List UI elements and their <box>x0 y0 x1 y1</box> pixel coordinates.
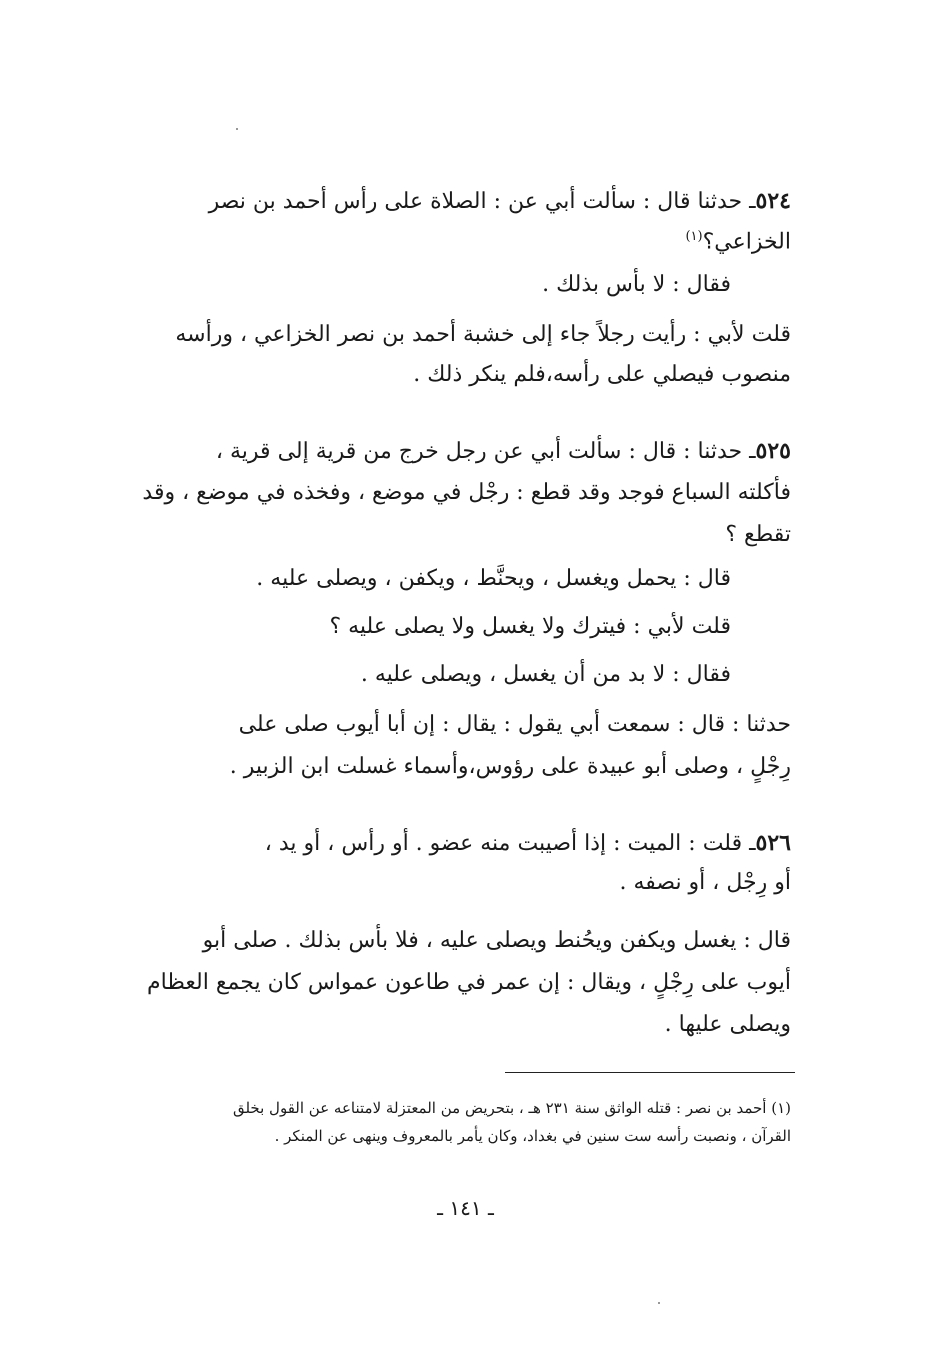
section-number-525: ٥٢٥ <box>755 438 791 464</box>
footnote-line-2: القرآن ، ونصبت رأسه ست سنين في بغداد، وكان يأمر بالمعروف وينهى عن المنكر . <box>274 1127 791 1145</box>
section-526-line-2: أو رِجْل ، أو نصفه . <box>619 870 791 895</box>
footnote-separator <box>505 1072 795 1073</box>
section-number-524: ٥٢٤ <box>755 188 791 214</box>
section-524-line-5: منصوب فيصلي على رأسه،فلم ينكر ذلك . <box>413 362 791 387</box>
section-524-line-3: فقال : لا بأس بذلك . <box>542 272 731 297</box>
footnote-ref: (١) <box>685 229 703 244</box>
scan-speck <box>236 128 238 130</box>
page-number: ـ ١٤١ ـ <box>437 1196 494 1220</box>
section-525-line-6: فقال : لا بد من أن يغسل ، ويصلى عليه . <box>360 662 731 687</box>
section-525-line-3: تقطع ؟ <box>725 522 791 547</box>
footnote-line-1: (١) أحمد بن نصر : قتله الواثق سنة ٢٣١ هـ ، بتحريض من المعتزلة لامتناعه عن القول بخلق <box>232 1099 791 1117</box>
section-525-line-4: قال : يحمل ويغسل ، ويحنَّط ، ويكفن ، ويصلى عليه . <box>256 566 731 591</box>
section-524-line-2: الخزاعي؟$^{(١)}$ <box>685 229 791 255</box>
section-526-line-5: ويصلى عليها . <box>664 1012 791 1037</box>
scan-speck <box>658 1302 660 1304</box>
section-525-line-5: قلت لأبي : فيترك ولا يغسل ولا يصلى عليه ؟ <box>329 614 731 639</box>
section-524-line-1: ٥٢٤ـ حدثنا قال : سألت أبي عن : الصلاة على رأس أحمد بن نصر <box>208 188 791 214</box>
section-524-line-4: قلت لأبي : رأيت رجلاً جاء إلى خشبة أحمد بن نصر الخزاعي ، ورأسه <box>175 322 791 347</box>
section-number-526: ٥٢٦ <box>755 830 791 856</box>
section-525-line-2: فأكلته السباع فوجد وقد قطع : رجْل في موضع ، وفخذه في موضع ، وقد <box>142 480 791 505</box>
section-525-line-7: حدثنا : قال : سمعت أبي يقول : يقال : إن أبا أيوب صلى على <box>238 712 791 737</box>
section-526-line-1: ٥٢٦ـ قلت : الميت : إذا أصيبت منه عضو . أو رأس ، أو يد ، <box>264 830 791 856</box>
section-526-line-4: أيوب على رِجْلٍ ، ويقال : إن عمر في طاعون عمواس كان يجمع العظام <box>147 970 791 995</box>
section-525-line-8: رِجْلٍ ، وصلى أبو عبيدة على رؤوس،وأسماء غسلت ابن الزبير . <box>229 754 791 779</box>
section-525-line-1: ٥٢٥ـ حدثنا : قال : سألت أبي عن رجل خرج من قرية إلى قرية ، <box>215 438 791 464</box>
section-526-line-3: قال : يغسل ويكفن ويحُنط ويصلى عليه ، فلا بأس بذلك . صلى أبو <box>202 928 791 953</box>
